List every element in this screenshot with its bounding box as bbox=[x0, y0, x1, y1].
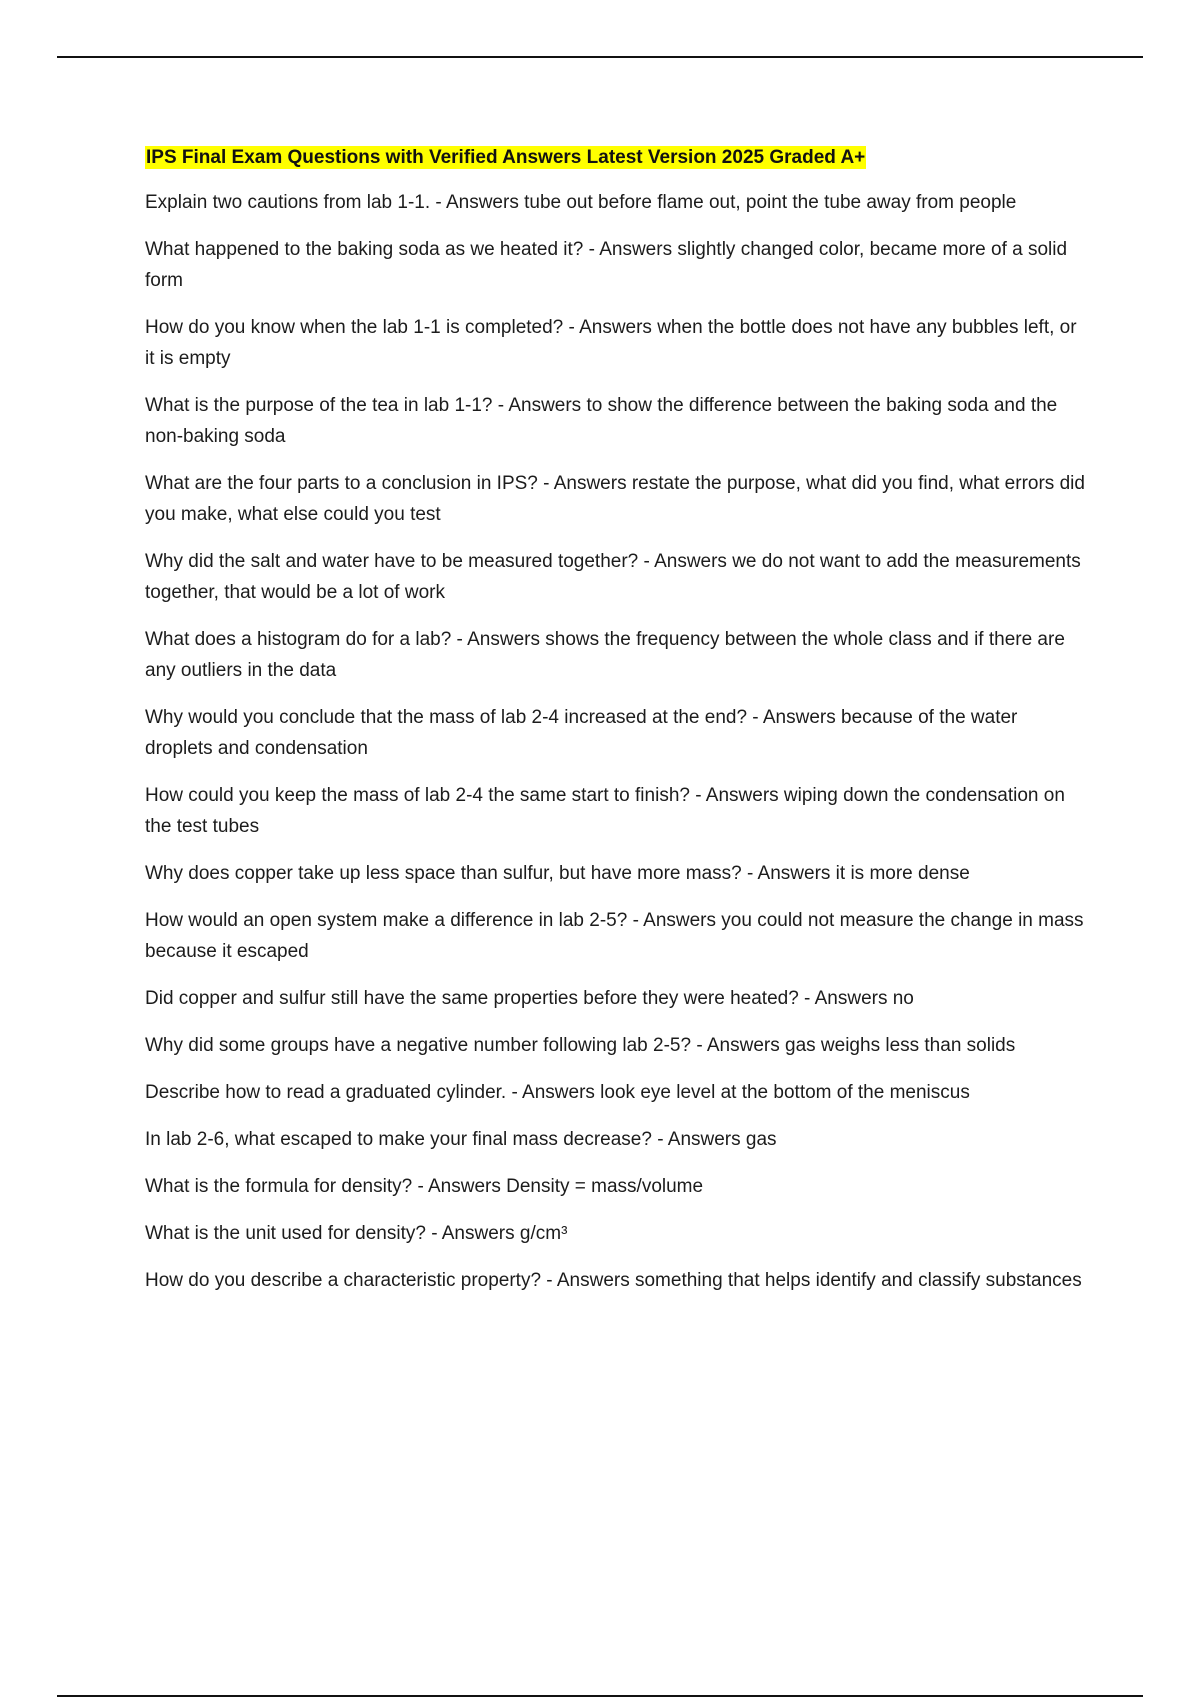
qa-item: In lab 2-6, what escaped to make your final mass decrease? - Answers gas bbox=[145, 1129, 777, 1150]
document-title: IPS Final Exam Questions with Verified Answers Latest Version 2025 Graded A+ bbox=[146, 147, 866, 168]
qa-item: Why does copper take up less space than sulfur, but have more mass? - Answers it is more dense bbox=[145, 863, 970, 884]
qa-item: How could you keep the mass of lab 2-4 the same start to finish? - Answers wiping down the condensation on the test tubes bbox=[145, 785, 1065, 837]
document-body bbox=[145, 143, 1085, 1312]
qa-item: What is the unit used for density? - Answers g/cm³ bbox=[145, 1223, 568, 1244]
title-block bbox=[145, 143, 1085, 174]
qa-item: Did copper and sulfur still have the same properties before they were heated? - Answers no bbox=[145, 988, 914, 1009]
qa-item: Why would you conclude that the mass of lab 2-4 increased at the end? - Answers because of the water droplets and condensation bbox=[145, 707, 1018, 759]
footer-rule bbox=[57, 1695, 1143, 1697]
qa-item: What happened to the baking soda as we heated it? - Answers slightly changed color, became more of a solid form bbox=[145, 239, 1068, 291]
qa-item: How do you describe a characteristic property? - Answers something that helps identify and classify substances bbox=[145, 1270, 1082, 1291]
qa-item: Explain two cautions from lab 1-1. - Answers tube out before flame out, point the tube away from people bbox=[145, 192, 1017, 213]
qa-item: What are the four parts to a conclusion in IPS? - Answers restate the purpose, what did you find, what errors did you make, what else could you test bbox=[145, 473, 1085, 525]
qa-item: Describe how to read a graduated cylinder. - Answers look eye level at the bottom of the meniscus bbox=[145, 1082, 970, 1103]
qa-item: Why did the salt and water have to be measured together? - Answers we do not want to add the measurements together, that would be a lot of work bbox=[145, 551, 1081, 603]
qa-item: What does a histogram do for a lab? - Answers shows the frequency between the whole class and if there are any outliers in the data bbox=[145, 629, 1065, 681]
qa-item: What is the formula for density? - Answers Density = mass/volume bbox=[145, 1176, 704, 1197]
header-rule bbox=[57, 56, 1143, 58]
qa-item: How would an open system make a difference in lab 2-5? - Answers you could not measure the change in mass because it escaped bbox=[145, 910, 1084, 962]
qa-item: How do you know when the lab 1-1 is completed? - Answers when the bottle does not have any bubbles left, or it is empty bbox=[145, 317, 1077, 369]
qa-item: Why did some groups have a negative number following lab 2-5? - Answers gas weighs less than solids bbox=[145, 1035, 1016, 1056]
qa-item: What is the purpose of the tea in lab 1-1? - Answers to show the difference between the baking soda and the non-baking soda bbox=[145, 395, 1058, 447]
